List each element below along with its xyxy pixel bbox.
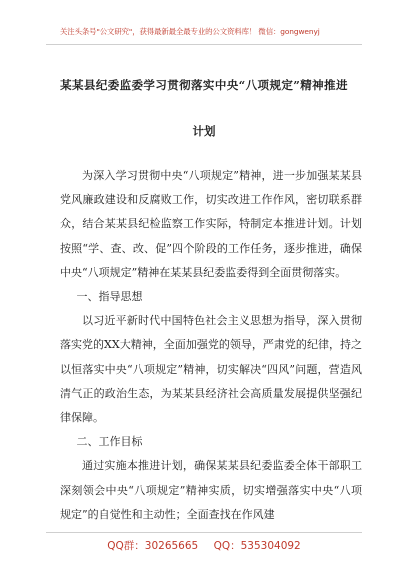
footer-divider xyxy=(46,532,362,533)
section-heading-guiding-ideology: 一、指导思想 xyxy=(76,290,143,304)
document-body xyxy=(60,164,362,527)
qq-number: QQ：535304092 xyxy=(213,540,301,552)
work-goals-paragraph: 通过实施本推进计划，确保某某县纪委监委全体干部职工深刻领会中央“八项规定”精神实质，切实增强落实中央“八项规定”的自觉性和主动性；全面查找在作风建 xyxy=(60,459,362,521)
header-divider xyxy=(46,44,362,45)
document-title-continued: 计划 xyxy=(192,124,216,138)
page-footer xyxy=(0,538,408,553)
guiding-ideology-paragraph: 以习近平新时代中国特色社会主义思想为指导，深入贯彻落实党的XX大精神，全面加强党的领导，严肃党的纪律，持之以恒落实中央“八项规定”精神，切实解决“四风”问题，营造风清气正的政治生态，为某某县经济社会高质量发展提供坚强纪律保障。 xyxy=(60,314,362,425)
intro-paragraph: 为深入学习贯彻中央“八项规定”精神，进一步加强某某县党风廉政建设和反腐败工作，切实改进工作作风，密切联系群众，结合某某县纪检监察工作实际，特制定本推进计划。计划按照“学、查、改、促”四个阶段的工作任务，逐步推进，确保中央“八项规定”精神在某某县纪委监委得到全面贯彻落实。 xyxy=(60,169,362,279)
page-header-note: 关注头条号"公文研究"，获得最新最全最专业的公文资料库！ 微信：gongwenyj xyxy=(60,27,320,36)
section-heading-work-goals: 二、工作目标 xyxy=(76,435,143,449)
document-title: 某某县纪委监委学习贯彻落实中央“八项规定”精神推进 xyxy=(60,78,348,92)
qq-group-number: QQ群：30265665 xyxy=(107,540,199,552)
